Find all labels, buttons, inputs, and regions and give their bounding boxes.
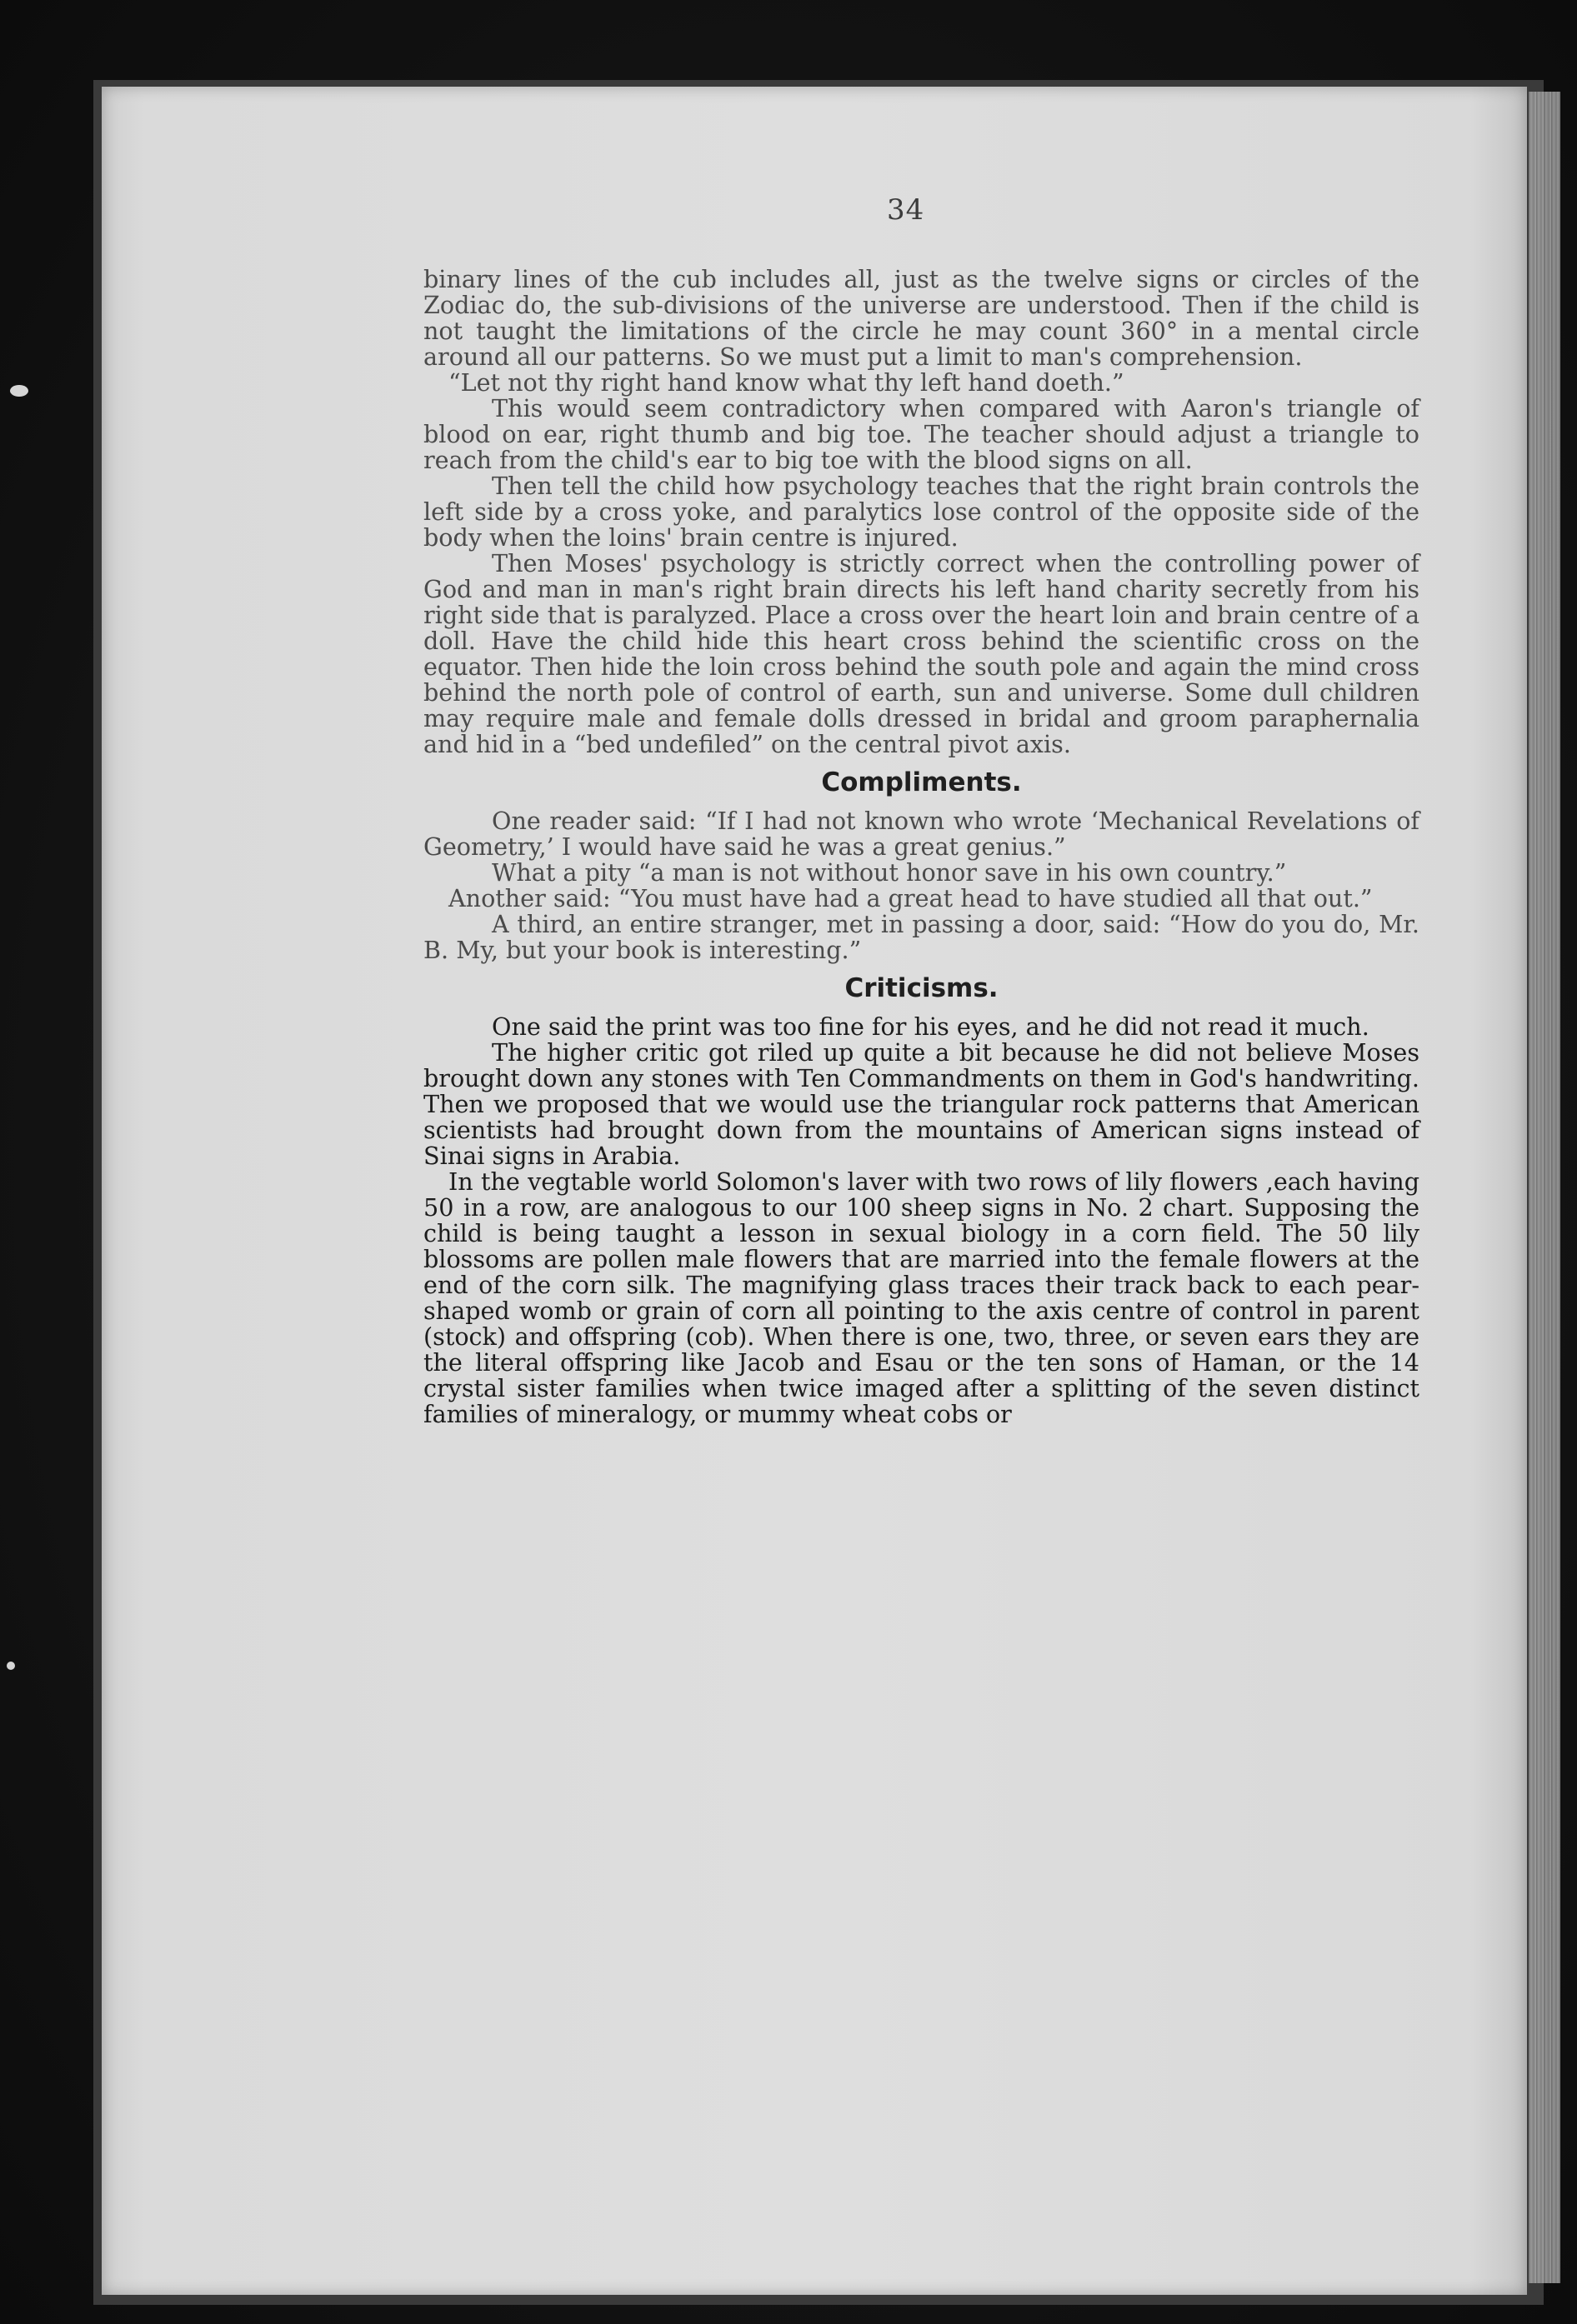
paragraph-quote: “Let not thy right hand know what thy left hand doeth.” [448,368,1124,397]
section-compliments [423,808,1419,963]
paragraph: In the vegtable world Solomon's laver with two rows of lily flowers ,each having 50 in a row, are analogous to our 100 sheep signs in No. 2 chart. Supposing the child is being taught a lesson in sexual biology in a corn field. The 50 lily blossoms are pollen male flowers that are married into the female flowers at the end of the corn silk. The magnifying glass traces their track back to each pear-shaped womb or grain of corn all pointing to the axis centre of control in parent (stock) and offspring (cob). When there is one, two, three, or seven ears they are the literal offspring like Jacob and Esau or the ten sons of Haman, or the 14 crystal sister families when twice imaged after a splitting of the seven distinct families of mineralogy, or mummy wheat cobs or [423,1167,1419,1428]
page-body [423,267,1419,1427]
paragraph: binary lines of the cub includes all, just as the twelve signs or circles of the Zodiac do, the sub-divisions of the universe are understood. Then if the child is not taught the limitations of the circle he may count 360° in a mental circle around all our patterns. So we must put a limit to man's comprehension. [423,265,1419,371]
page-edge-binding [1529,92,1560,2283]
section-criticisms [423,1014,1419,1427]
heading-compliments: Compliments. [821,767,1022,797]
paragraph: This would seem contradictory when compared with Aaron's triangle of blood on ear, right thumb and big toe. The teacher should adjust a triangle to reach from the child's ear to big toe with the blood signs on all. [423,394,1419,474]
section-top [423,267,1419,757]
scan-speck [7,1662,15,1670]
paragraph: Then Moses' psychology is strictly correct when the controlling power of God and man in man's right brain directs his left hand charity secretly from his right side that is paralyzed. Place a cross over the heart loin and brain centre of a doll. Have the child hide this heart cross behind the scientific cross on the equator. Then hide the loin cross behind the south pole and again the mind cross behind the north pole of control of earth, sun and universe. Some dull children may require male and female dolls dressed in bridal and groom paraphernalia and hid in a “bed undefiled” on the central pivot axis. [423,549,1419,758]
heading-criticisms: Criticisms. [844,973,999,1003]
page-number: 34 [887,193,925,227]
paragraph: One said the print was too fine for his eyes, and he did not read it much. [492,1012,1369,1041]
paragraph: Another said: “You must have had a great head to have studied all that out.” [448,884,1373,912]
paragraph: The higher critic got riled up quite a bit because he did not believe Moses brought down any stones with Ten Commandments on them in God's handwriting. Then we proposed that we would use the triangular rock patterns that American scientists had brought down from the mountains of American signs instead of Sinai signs in Arabia. [423,1038,1419,1170]
paragraph: What a pity “a man is not without honor save in his own country.” [492,858,1287,887]
paragraph: A third, an entire stranger, met in passing a door, said: “How do you do, Mr. B. My, but your book is interesting.” [423,910,1419,964]
scan-speck [10,385,28,397]
paragraph: Then tell the child how psychology teaches that the right brain controls the left side by a cross yoke, and paralytics lose control of the opposite side of the body when the loins' brain centre is injured. [423,472,1419,552]
paragraph: One reader said: “If I had not known who wrote ‘Mechanical Revelations of Geometry,’ I would have said he was a great genius.” [423,807,1419,861]
